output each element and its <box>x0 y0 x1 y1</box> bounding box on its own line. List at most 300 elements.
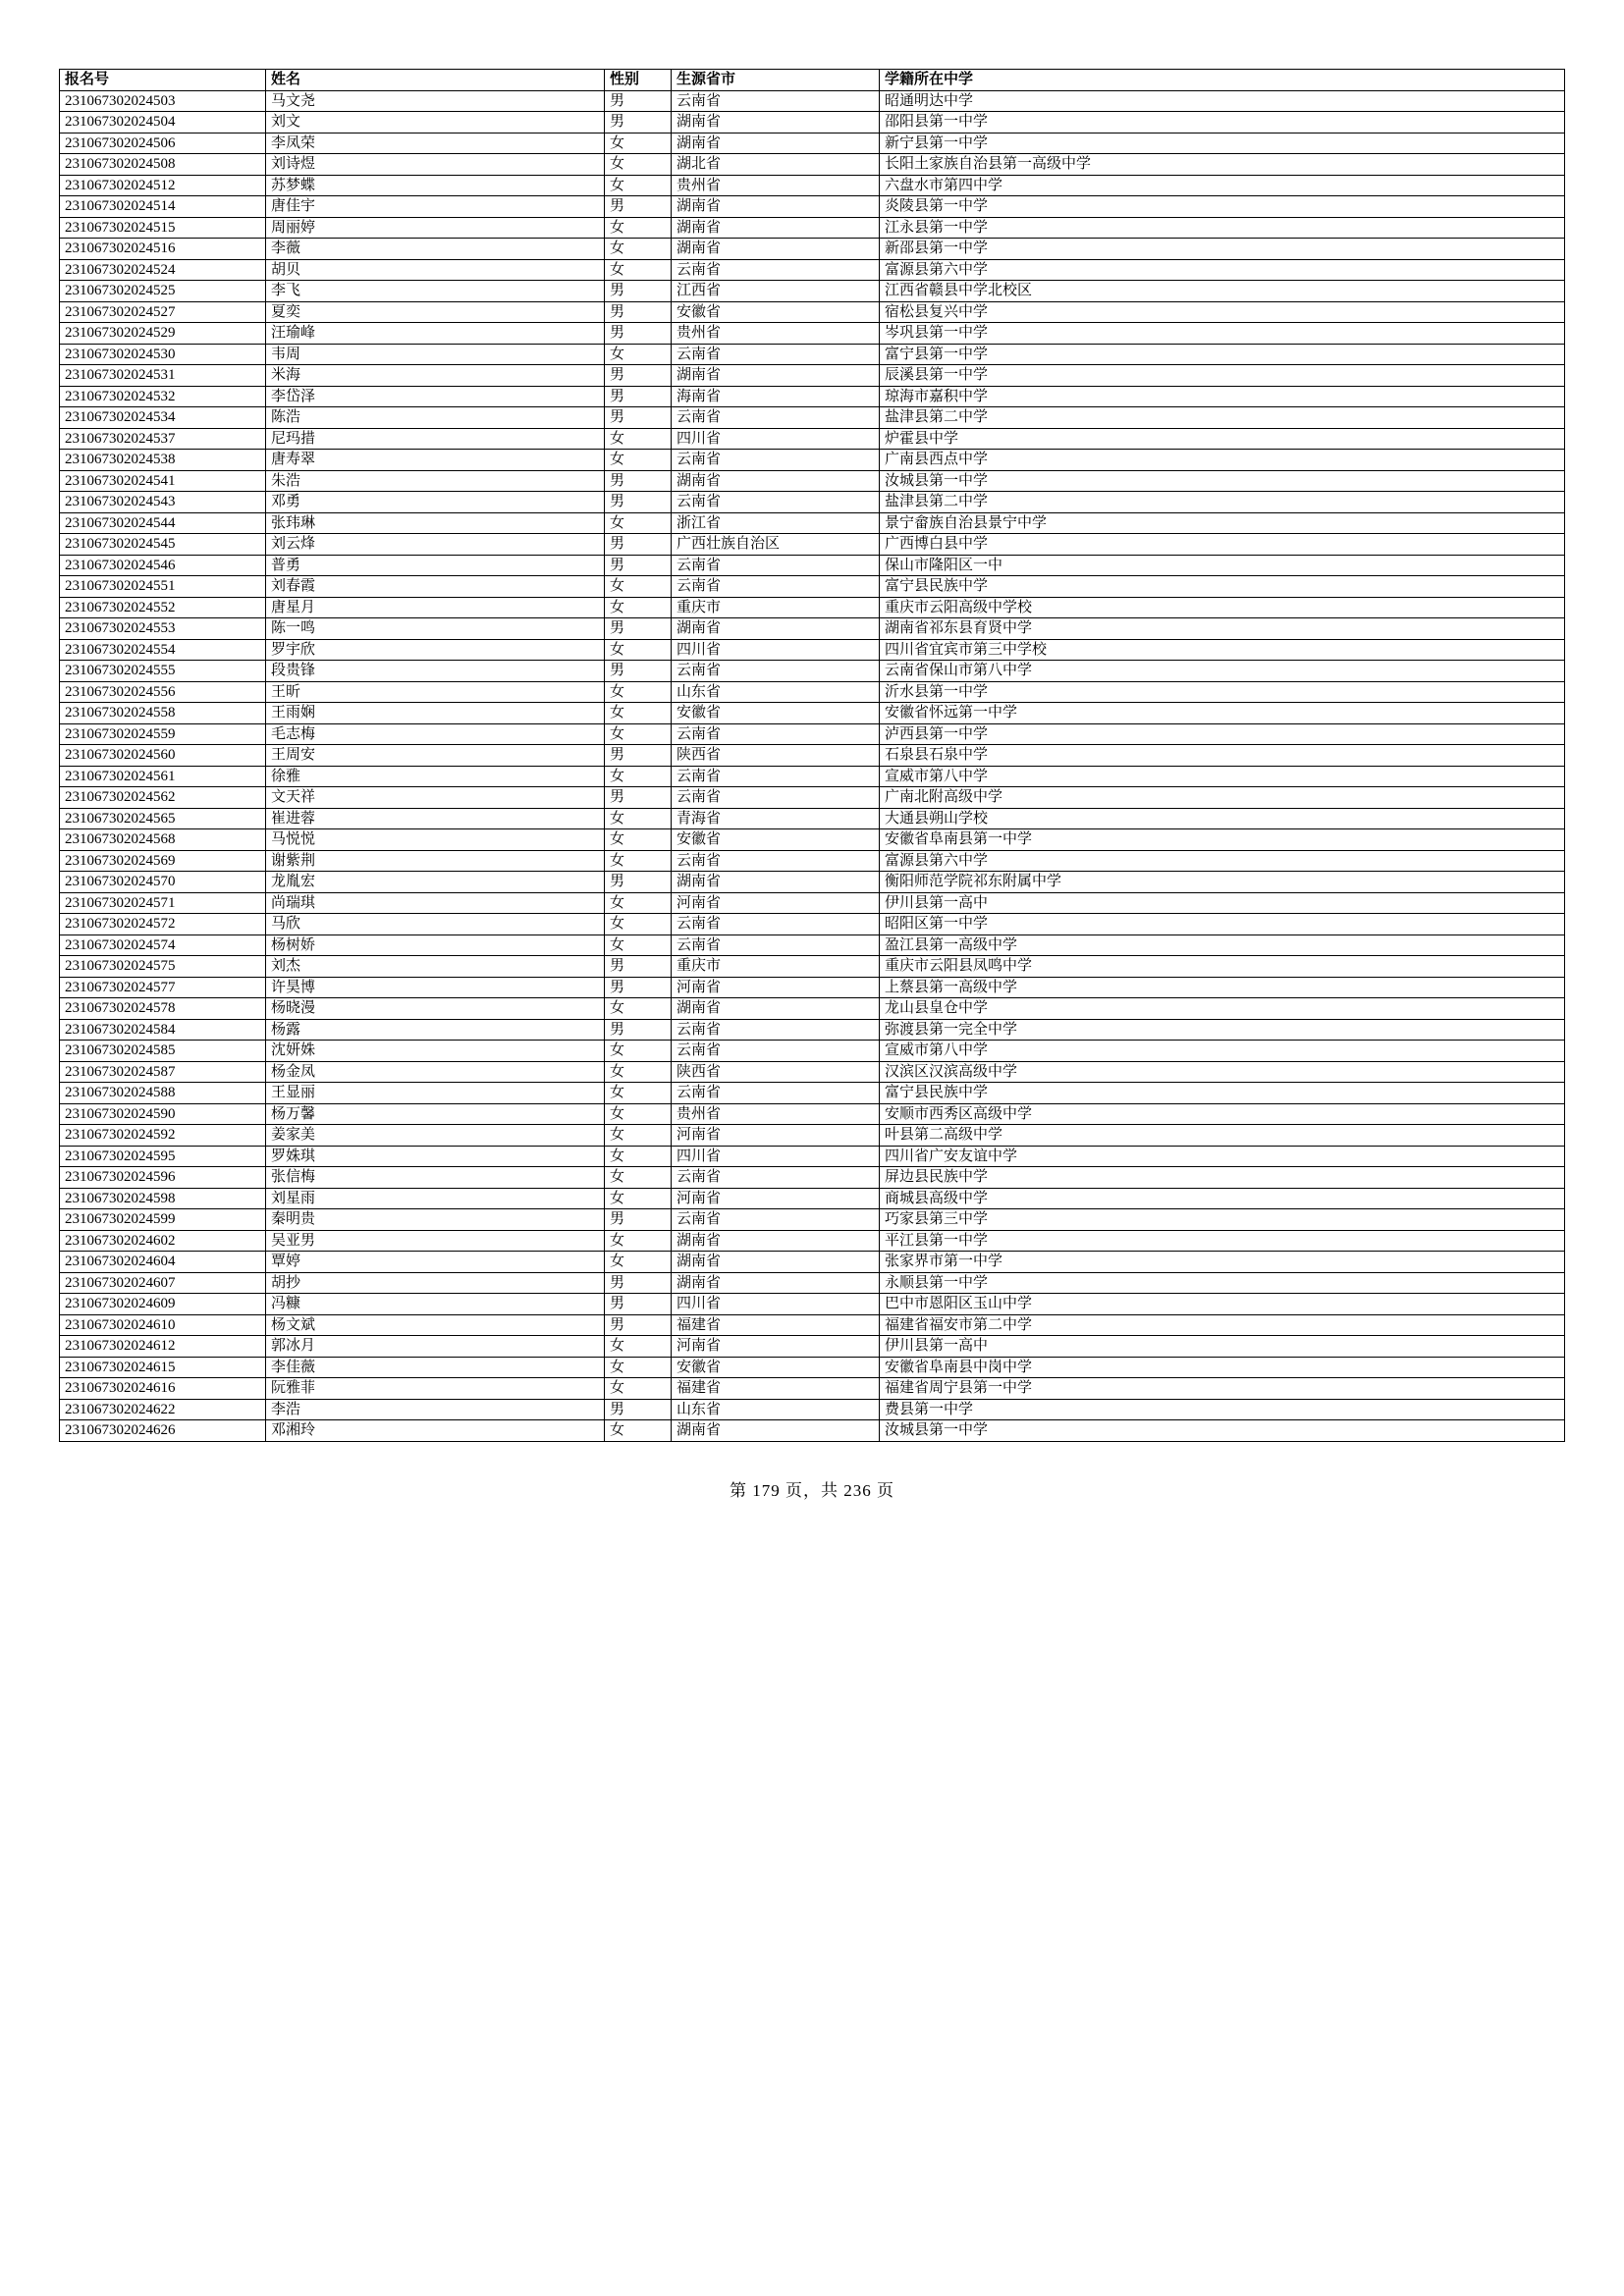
table-cell-name: 唐寿翠 <box>266 450 605 471</box>
table-cell-name: 段贵锋 <box>266 661 605 682</box>
table-cell-province: 陕西省 <box>672 745 880 767</box>
table-cell-school: 江西省赣县中学北校区 <box>880 281 1565 302</box>
table-cell-province: 湖南省 <box>672 112 880 133</box>
table-cell-reg-no: 231067302024592 <box>60 1125 266 1147</box>
table-row <box>60 787 1565 809</box>
table-cell-reg-no: 231067302024604 <box>60 1252 266 1273</box>
table-cell-gender: 女 <box>605 344 672 365</box>
table-cell-school: 叶县第二高级中学 <box>880 1125 1565 1147</box>
table-row <box>60 259 1565 281</box>
table-cell-gender: 男 <box>605 281 672 302</box>
table-cell-reg-no: 231067302024538 <box>60 450 266 471</box>
table-cell-province: 江西省 <box>672 281 880 302</box>
table-cell-reg-no: 231067302024590 <box>60 1103 266 1125</box>
table-cell-reg-no: 231067302024595 <box>60 1146 266 1167</box>
table-cell-gender: 女 <box>605 239 672 260</box>
table-cell-province: 贵州省 <box>672 323 880 345</box>
table-row <box>60 1209 1565 1231</box>
table-cell-province: 云南省 <box>672 1083 880 1104</box>
table-cell-name: 李凤荣 <box>266 133 605 154</box>
table-cell-province: 河南省 <box>672 977 880 998</box>
table-cell-gender: 男 <box>605 745 672 767</box>
table-cell-school: 炎陵县第一中学 <box>880 196 1565 218</box>
table-cell-name: 刘诗煜 <box>266 154 605 176</box>
table-cell-school: 富源县第六中学 <box>880 259 1565 281</box>
table-cell-gender: 女 <box>605 154 672 176</box>
table-row <box>60 133 1565 154</box>
table-cell-reg-no: 231067302024555 <box>60 661 266 682</box>
table-cell-reg-no: 231067302024610 <box>60 1314 266 1336</box>
table-cell-name: 许昊博 <box>266 977 605 998</box>
table-cell-name: 唐佳宇 <box>266 196 605 218</box>
table-cell-reg-no: 231067302024503 <box>60 90 266 112</box>
table-cell-province: 云南省 <box>672 90 880 112</box>
table-row <box>60 365 1565 387</box>
table-cell-name: 普勇 <box>266 555 605 576</box>
table-cell-gender: 女 <box>605 1252 672 1273</box>
table-cell-province: 四川省 <box>672 639 880 661</box>
table-row <box>60 1188 1565 1209</box>
table-row <box>60 450 1565 471</box>
table-cell-gender: 女 <box>605 576 672 598</box>
table-cell-reg-no: 231067302024574 <box>60 934 266 956</box>
table-row <box>60 154 1565 176</box>
table-cell-school: 费县第一中学 <box>880 1399 1565 1420</box>
table-cell-name: 吴亚男 <box>266 1230 605 1252</box>
table-cell-name: 杨金凤 <box>266 1061 605 1083</box>
table-cell-province: 四川省 <box>672 1146 880 1167</box>
table-cell-school: 湖南省祁东县育贤中学 <box>880 618 1565 640</box>
table-cell-province: 四川省 <box>672 1294 880 1315</box>
table-cell-province: 云南省 <box>672 576 880 598</box>
table-row <box>60 914 1565 935</box>
table-cell-gender: 女 <box>605 1125 672 1147</box>
table-cell-name: 陈一鸣 <box>266 618 605 640</box>
table-cell-school: 富宁县民族中学 <box>880 1083 1565 1104</box>
table-cell-name: 唐星月 <box>266 597 605 618</box>
table-cell-school: 宣威市第八中学 <box>880 766 1565 787</box>
table-cell-name: 杨晓漫 <box>266 998 605 1020</box>
table-cell-school: 盐津县第二中学 <box>880 407 1565 429</box>
table-row <box>60 808 1565 829</box>
table-cell-name: 马悦悦 <box>266 829 605 851</box>
table-cell-name: 刘文 <box>266 112 605 133</box>
table-row <box>60 1294 1565 1315</box>
table-cell-province: 云南省 <box>672 787 880 809</box>
table-cell-name: 胡贝 <box>266 259 605 281</box>
table-cell-name: 秦明贵 <box>266 1209 605 1231</box>
table-row <box>60 1399 1565 1420</box>
student-roster-table <box>59 69 1565 1442</box>
table-cell-reg-no: 231067302024532 <box>60 386 266 407</box>
table-cell-school: 汉滨区汉滨高级中学 <box>880 1061 1565 1083</box>
table-cell-school: 张家界市第一中学 <box>880 1252 1565 1273</box>
table-cell-name: 李浩 <box>266 1399 605 1420</box>
table-cell-reg-no: 231067302024599 <box>60 1209 266 1231</box>
table-row <box>60 576 1565 598</box>
table-cell-gender: 女 <box>605 217 672 239</box>
table-row <box>60 470 1565 492</box>
table-cell-reg-no: 231067302024607 <box>60 1272 266 1294</box>
table-cell-gender: 男 <box>605 112 672 133</box>
column-header-school: 学籍所在中学 <box>880 70 1565 91</box>
table-row <box>60 829 1565 851</box>
table-row <box>60 301 1565 323</box>
table-row <box>60 534 1565 556</box>
table-cell-school: 四川省广安友谊中学 <box>880 1146 1565 1167</box>
table-row <box>60 175 1565 196</box>
table-cell-reg-no: 231067302024568 <box>60 829 266 851</box>
table-cell-name: 文天祥 <box>266 787 605 809</box>
table-row <box>60 1378 1565 1400</box>
table-cell-school: 安顺市西秀区高级中学 <box>880 1103 1565 1125</box>
table-cell-name: 罗姝琪 <box>266 1146 605 1167</box>
table-cell-province: 重庆市 <box>672 956 880 978</box>
table-cell-province: 海南省 <box>672 386 880 407</box>
table-cell-name: 罗宇欣 <box>266 639 605 661</box>
table-cell-reg-no: 231067302024525 <box>60 281 266 302</box>
table-cell-province: 四川省 <box>672 428 880 450</box>
table-cell-gender: 女 <box>605 428 672 450</box>
table-cell-province: 湖北省 <box>672 154 880 176</box>
table-cell-name: 杨树娇 <box>266 934 605 956</box>
table-cell-province: 陕西省 <box>672 1061 880 1083</box>
table-cell-gender: 女 <box>605 1420 672 1442</box>
table-cell-name: 刘云烽 <box>266 534 605 556</box>
table-cell-school: 石泉县石泉中学 <box>880 745 1565 767</box>
table-cell-school: 屏边县民族中学 <box>880 1167 1565 1189</box>
table-row <box>60 745 1565 767</box>
table-cell-school: 广南北附高级中学 <box>880 787 1565 809</box>
table-row <box>60 323 1565 345</box>
table-cell-gender: 女 <box>605 597 672 618</box>
table-cell-gender: 男 <box>605 1399 672 1420</box>
table-row <box>60 492 1565 513</box>
table-cell-name: 王周安 <box>266 745 605 767</box>
table-row <box>60 1167 1565 1189</box>
table-cell-gender: 男 <box>605 555 672 576</box>
table-cell-gender: 男 <box>605 618 672 640</box>
table-cell-province: 安徽省 <box>672 301 880 323</box>
table-cell-province: 河南省 <box>672 1336 880 1358</box>
table-cell-gender: 女 <box>605 450 672 471</box>
table-row <box>60 1083 1565 1104</box>
table-cell-name: 阮雅菲 <box>266 1378 605 1400</box>
table-cell-reg-no: 231067302024524 <box>60 259 266 281</box>
table-row <box>60 1230 1565 1252</box>
table-cell-name: 邓勇 <box>266 492 605 513</box>
table-cell-gender: 男 <box>605 977 672 998</box>
table-cell-name: 龙胤宏 <box>266 872 605 893</box>
table-cell-name: 毛志梅 <box>266 723 605 745</box>
table-row <box>60 998 1565 1020</box>
table-row <box>60 217 1565 239</box>
table-cell-province: 山东省 <box>672 1399 880 1420</box>
table-row <box>60 1336 1565 1358</box>
table-cell-province: 安徽省 <box>672 703 880 724</box>
table-cell-province: 河南省 <box>672 1125 880 1147</box>
column-header-gender: 性别 <box>605 70 672 91</box>
table-cell-reg-no: 231067302024561 <box>60 766 266 787</box>
table-row <box>60 1252 1565 1273</box>
table-cell-province: 湖南省 <box>672 239 880 260</box>
table-cell-school: 云南省保山市第八中学 <box>880 661 1565 682</box>
table-cell-school: 平江县第一中学 <box>880 1230 1565 1252</box>
table-cell-gender: 男 <box>605 956 672 978</box>
table-cell-province: 重庆市 <box>672 597 880 618</box>
table-cell-gender: 女 <box>605 1357 672 1378</box>
table-cell-province: 云南省 <box>672 1167 880 1189</box>
table-row <box>60 1125 1565 1147</box>
table-cell-gender: 男 <box>605 323 672 345</box>
table-cell-school: 琼海市嘉积中学 <box>880 386 1565 407</box>
table-cell-province: 湖南省 <box>672 998 880 1020</box>
table-cell-gender: 女 <box>605 259 672 281</box>
table-cell-school: 岑巩县第一中学 <box>880 323 1565 345</box>
table-row <box>60 112 1565 133</box>
table-cell-gender: 女 <box>605 133 672 154</box>
table-cell-school: 四川省宜宾市第三中学校 <box>880 639 1565 661</box>
table-cell-school: 巧家县第三中学 <box>880 1209 1565 1231</box>
table-cell-school: 盐津县第二中学 <box>880 492 1565 513</box>
table-cell-reg-no: 231067302024512 <box>60 175 266 196</box>
table-cell-gender: 女 <box>605 766 672 787</box>
table-cell-reg-no: 231067302024553 <box>60 618 266 640</box>
table-cell-gender: 男 <box>605 1272 672 1294</box>
table-cell-gender: 女 <box>605 175 672 196</box>
table-cell-province: 云南省 <box>672 344 880 365</box>
table-cell-gender: 女 <box>605 512 672 534</box>
table-cell-gender: 男 <box>605 872 672 893</box>
table-cell-gender: 女 <box>605 723 672 745</box>
table-cell-province: 云南省 <box>672 259 880 281</box>
table-cell-province: 湖南省 <box>672 618 880 640</box>
table-cell-school: 辰溪县第一中学 <box>880 365 1565 387</box>
table-cell-gender: 男 <box>605 661 672 682</box>
table-cell-school: 六盘水市第四中学 <box>880 175 1565 196</box>
table-cell-school: 福建省周宁县第一中学 <box>880 1378 1565 1400</box>
table-cell-name: 朱浩 <box>266 470 605 492</box>
table-cell-school: 邵阳县第一中学 <box>880 112 1565 133</box>
column-header-province: 生源省市 <box>672 70 880 91</box>
table-cell-school: 宣威市第八中学 <box>880 1041 1565 1062</box>
table-cell-name: 夏奕 <box>266 301 605 323</box>
table-cell-school: 江永县第一中学 <box>880 217 1565 239</box>
table-cell-name: 汪瑜峰 <box>266 323 605 345</box>
table-row <box>60 239 1565 260</box>
table-cell-school: 安徽省阜南县第一中学 <box>880 829 1565 851</box>
table-cell-school: 上蔡县第一高级中学 <box>880 977 1565 998</box>
table-cell-gender: 女 <box>605 850 672 872</box>
table-row <box>60 723 1565 745</box>
table-cell-reg-no: 231067302024609 <box>60 1294 266 1315</box>
table-cell-school: 龙山县皇仓中学 <box>880 998 1565 1020</box>
table-row <box>60 977 1565 998</box>
table-cell-school: 炉霍县中学 <box>880 428 1565 450</box>
table-cell-reg-no: 231067302024569 <box>60 850 266 872</box>
table-cell-province: 安徽省 <box>672 1357 880 1378</box>
table-cell-reg-no: 231067302024559 <box>60 723 266 745</box>
table-row <box>60 618 1565 640</box>
table-cell-gender: 男 <box>605 492 672 513</box>
table-cell-school: 新宁县第一中学 <box>880 133 1565 154</box>
table-cell-school: 安徽省阜南县中岗中学 <box>880 1357 1565 1378</box>
table-cell-school: 长阳土家族自治县第一高级中学 <box>880 154 1565 176</box>
table-cell-gender: 女 <box>605 1103 672 1125</box>
table-cell-province: 云南省 <box>672 661 880 682</box>
table-cell-name: 冯糠 <box>266 1294 605 1315</box>
table-cell-school: 沂水县第一中学 <box>880 681 1565 703</box>
table-cell-reg-no: 231067302024602 <box>60 1230 266 1252</box>
table-header <box>60 70 1565 91</box>
table-cell-gender: 男 <box>605 534 672 556</box>
table-cell-reg-no: 231067302024527 <box>60 301 266 323</box>
table-cell-reg-no: 231067302024622 <box>60 1399 266 1420</box>
table-row <box>60 1146 1565 1167</box>
table-cell-school: 伊川县第一高中 <box>880 892 1565 914</box>
table-cell-school: 商城县高级中学 <box>880 1188 1565 1209</box>
table-cell-name: 李薇 <box>266 239 605 260</box>
table-row <box>60 512 1565 534</box>
table-cell-reg-no: 231067302024572 <box>60 914 266 935</box>
table-cell-province: 湖南省 <box>672 872 880 893</box>
table-cell-reg-no: 231067302024584 <box>60 1019 266 1041</box>
table-cell-reg-no: 231067302024544 <box>60 512 266 534</box>
table-cell-province: 云南省 <box>672 407 880 429</box>
table-cell-school: 富宁县第一中学 <box>880 344 1565 365</box>
table-cell-reg-no: 231067302024545 <box>60 534 266 556</box>
table-cell-reg-no: 231067302024515 <box>60 217 266 239</box>
table-cell-gender: 女 <box>605 829 672 851</box>
page-number-footer: 第 179 页，共 236 页 <box>730 1481 894 1500</box>
table-row <box>60 1103 1565 1125</box>
table-cell-school: 巴中市恩阳区玉山中学 <box>880 1294 1565 1315</box>
table-cell-reg-no: 231067302024546 <box>60 555 266 576</box>
table-cell-school: 昭阳区第一中学 <box>880 914 1565 935</box>
table-cell-province: 浙江省 <box>672 512 880 534</box>
table-cell-gender: 女 <box>605 1061 672 1083</box>
table-row <box>60 1357 1565 1378</box>
table-cell-school: 汝城县第一中学 <box>880 1420 1565 1442</box>
table-cell-province: 云南省 <box>672 1209 880 1231</box>
table-cell-reg-no: 231067302024537 <box>60 428 266 450</box>
table-cell-gender: 男 <box>605 1209 672 1231</box>
table-cell-name: 杨万馨 <box>266 1103 605 1125</box>
table-row <box>60 196 1565 218</box>
table-cell-province: 云南省 <box>672 934 880 956</box>
table-cell-province: 湖南省 <box>672 1230 880 1252</box>
table-cell-gender: 女 <box>605 1041 672 1062</box>
table-row <box>60 1061 1565 1083</box>
table-cell-province: 湖南省 <box>672 365 880 387</box>
table-cell-gender: 女 <box>605 1188 672 1209</box>
table-cell-school: 宿松县复兴中学 <box>880 301 1565 323</box>
table-cell-reg-no: 231067302024551 <box>60 576 266 598</box>
table-cell-name: 邓湘玲 <box>266 1420 605 1442</box>
table-row <box>60 344 1565 365</box>
table-cell-province: 贵州省 <box>672 175 880 196</box>
table-cell-name: 张信梅 <box>266 1167 605 1189</box>
table-cell-name: 王雨娴 <box>266 703 605 724</box>
table-cell-school: 盈江县第一高级中学 <box>880 934 1565 956</box>
table-cell-reg-no: 231067302024587 <box>60 1061 266 1083</box>
table-cell-gender: 女 <box>605 1336 672 1358</box>
table-cell-gender: 男 <box>605 301 672 323</box>
table-cell-name: 覃婷 <box>266 1252 605 1273</box>
table-cell-gender: 男 <box>605 365 672 387</box>
table-cell-reg-no: 231067302024616 <box>60 1378 266 1400</box>
table-cell-province: 湖南省 <box>672 196 880 218</box>
table-cell-gender: 男 <box>605 1019 672 1041</box>
table-cell-gender: 女 <box>605 808 672 829</box>
table-cell-gender: 男 <box>605 1294 672 1315</box>
table-cell-name: 尚瑞琪 <box>266 892 605 914</box>
table-cell-school: 衡阳师范学院祁东附属中学 <box>880 872 1565 893</box>
table-cell-province: 云南省 <box>672 1041 880 1062</box>
table-cell-province: 福建省 <box>672 1378 880 1400</box>
table-cell-name: 马欣 <box>266 914 605 935</box>
table-cell-reg-no: 231067302024598 <box>60 1188 266 1209</box>
table-cell-school: 安徽省怀远第一中学 <box>880 703 1565 724</box>
table-cell-province: 云南省 <box>672 723 880 745</box>
table-cell-name: 马文尧 <box>266 90 605 112</box>
table-cell-province: 湖南省 <box>672 1420 880 1442</box>
table-cell-gender: 女 <box>605 1083 672 1104</box>
table-cell-reg-no: 231067302024534 <box>60 407 266 429</box>
table-cell-province: 云南省 <box>672 850 880 872</box>
table-cell-school: 大通县朔山学校 <box>880 808 1565 829</box>
table-cell-name: 李佳薇 <box>266 1357 605 1378</box>
table-row <box>60 386 1565 407</box>
table-row <box>60 872 1565 893</box>
table-cell-name: 杨露 <box>266 1019 605 1041</box>
table-cell-reg-no: 231067302024516 <box>60 239 266 260</box>
table-cell-school: 伊川县第一高中 <box>880 1336 1565 1358</box>
table-row <box>60 1314 1565 1336</box>
table-cell-reg-no: 231067302024560 <box>60 745 266 767</box>
table-cell-gender: 女 <box>605 914 672 935</box>
table-cell-reg-no: 231067302024514 <box>60 196 266 218</box>
table-cell-name: 王显丽 <box>266 1083 605 1104</box>
table-row <box>60 956 1565 978</box>
table-cell-school: 福建省福安市第二中学 <box>880 1314 1565 1336</box>
table-cell-school: 重庆市云阳县凤鸣中学 <box>880 956 1565 978</box>
table-cell-gender: 男 <box>605 1314 672 1336</box>
table-cell-name: 胡抄 <box>266 1272 605 1294</box>
table-cell-reg-no: 231067302024556 <box>60 681 266 703</box>
table-cell-name: 米海 <box>266 365 605 387</box>
table-row <box>60 703 1565 724</box>
table-cell-province: 湖南省 <box>672 1272 880 1294</box>
table-cell-reg-no: 231067302024615 <box>60 1357 266 1378</box>
table-cell-reg-no: 231067302024562 <box>60 787 266 809</box>
table-cell-gender: 男 <box>605 90 672 112</box>
table-cell-province: 云南省 <box>672 1019 880 1041</box>
table-row <box>60 892 1565 914</box>
table-cell-reg-no: 231067302024585 <box>60 1041 266 1062</box>
table-cell-province: 云南省 <box>672 914 880 935</box>
table-cell-name: 陈浩 <box>266 407 605 429</box>
table-cell-name: 崔进蓉 <box>266 808 605 829</box>
table-row <box>60 1041 1565 1062</box>
table-cell-name: 谢紫荆 <box>266 850 605 872</box>
table-cell-province: 湖南省 <box>672 470 880 492</box>
table-cell-reg-no: 231067302024588 <box>60 1083 266 1104</box>
table-cell-reg-no: 231067302024626 <box>60 1420 266 1442</box>
table-cell-province: 云南省 <box>672 555 880 576</box>
table-cell-school: 广西博白县中学 <box>880 534 1565 556</box>
table-row <box>60 639 1565 661</box>
